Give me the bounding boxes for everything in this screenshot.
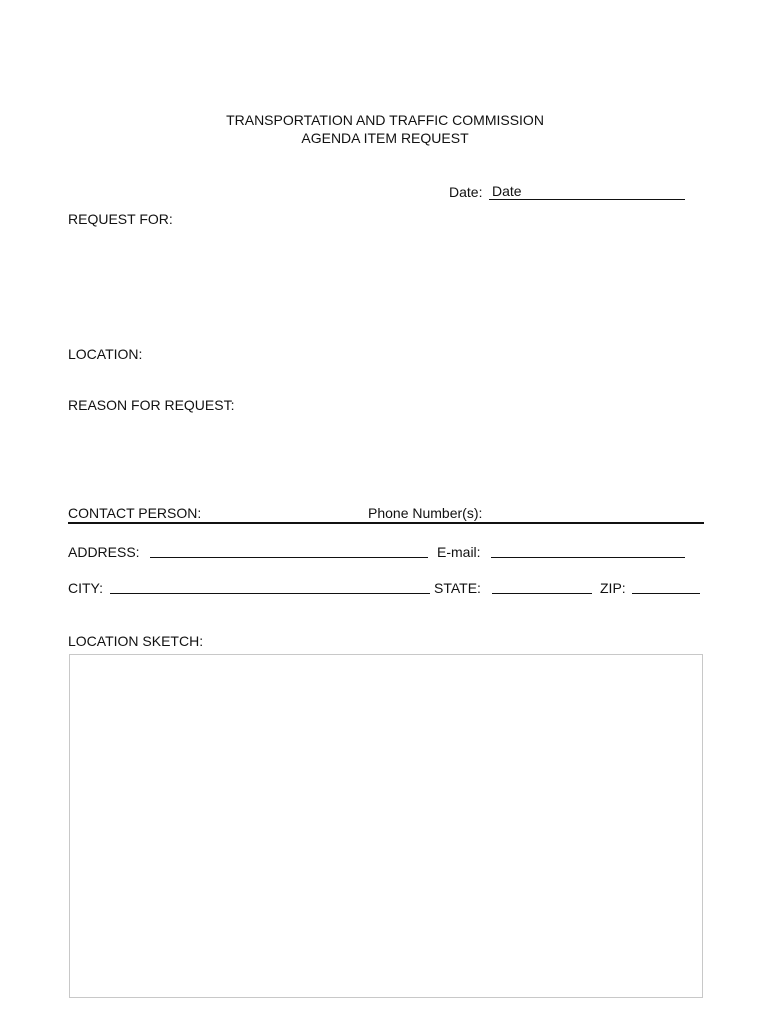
state-input[interactable] bbox=[492, 577, 592, 593]
location-label: LOCATION: bbox=[68, 346, 143, 362]
zip-label: ZIP: bbox=[600, 580, 626, 596]
email-label: E-mail: bbox=[437, 544, 481, 560]
email-underline bbox=[491, 557, 685, 558]
request-for-label: REQUEST FOR: bbox=[68, 211, 173, 227]
location-sketch-label: LOCATION SKETCH: bbox=[68, 633, 204, 649]
location-input[interactable] bbox=[160, 344, 690, 360]
city-input[interactable] bbox=[110, 577, 430, 593]
city-label: CITY: bbox=[68, 580, 104, 596]
address-input[interactable] bbox=[150, 541, 428, 557]
address-underline bbox=[150, 557, 428, 558]
state-label: STATE: bbox=[434, 580, 481, 596]
form-subtitle: AGENDA ITEM REQUEST bbox=[301, 130, 469, 146]
contact-person-label: CONTACT PERSON: bbox=[68, 505, 202, 521]
reason-for-request-label: REASON FOR REQUEST: bbox=[68, 397, 235, 413]
state-underline bbox=[492, 593, 592, 594]
zip-underline bbox=[632, 593, 700, 594]
date-label: Date: bbox=[449, 184, 483, 200]
date-field-value[interactable]: Date bbox=[492, 183, 522, 199]
zip-input[interactable] bbox=[632, 577, 700, 593]
email-input[interactable] bbox=[491, 541, 685, 557]
contact-divider bbox=[68, 522, 704, 524]
form-title: TRANSPORTATION AND TRAFFIC COMMISSION bbox=[226, 112, 544, 128]
city-underline bbox=[110, 593, 430, 594]
phone-number-input[interactable] bbox=[496, 503, 696, 519]
reason-for-request-input[interactable] bbox=[260, 395, 690, 411]
location-sketch-area[interactable] bbox=[69, 654, 703, 998]
date-underline bbox=[489, 199, 685, 200]
request-for-input[interactable] bbox=[190, 209, 690, 225]
address-label: ADDRESS: bbox=[68, 544, 140, 560]
contact-person-input[interactable] bbox=[220, 503, 360, 519]
phone-number-label: Phone Number(s): bbox=[368, 505, 483, 521]
